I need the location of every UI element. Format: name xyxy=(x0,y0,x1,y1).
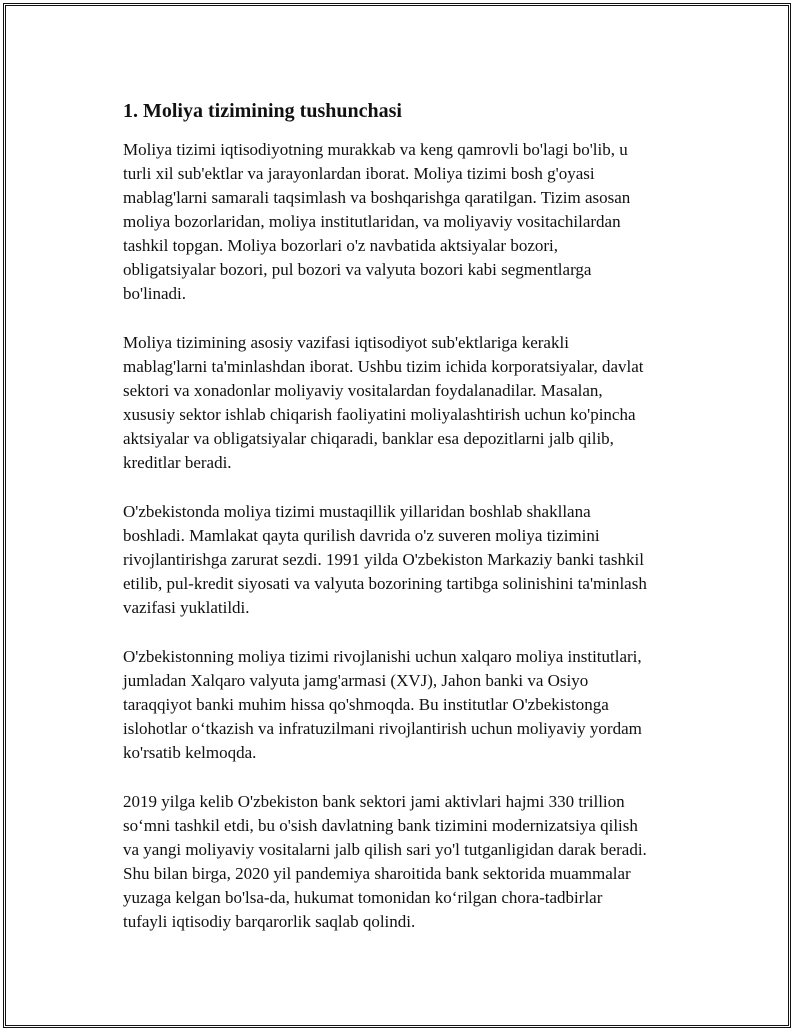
text-line: vazifasi yuklatildi. xyxy=(123,598,250,617)
text-line: Moliya tizimining asosiy vazifasi iqtisodiyot sub'ektlariga kerakli xyxy=(123,333,569,352)
paragraph-5 xyxy=(123,790,697,934)
text-line: xususiy sektor ishlab chiqarish faoliyatini moliyalashtirish uchun ko'pincha xyxy=(123,405,636,424)
paragraph-4 xyxy=(123,645,697,765)
text-line: mablag'larni samarali taqsimlash va boshqarishga qaratilgan. Tizim asosan xyxy=(123,188,631,207)
text-line: Shu bilan birga, 2020 yil pandemiya sharoitida bank sektorida muammalar xyxy=(123,864,631,883)
text-line: so‘mni tashkil etdi, bu o'sish davlatning bank tizimini modernizatsiya qilish xyxy=(123,816,638,835)
page-frame xyxy=(3,3,791,1028)
text-line: kreditlar beradi. xyxy=(123,453,232,472)
text-line: jumladan Xalqaro valyuta jamg'armasi (XVJ), Jahon banki va Osiyo xyxy=(123,671,589,690)
text-line: va yangi moliyaviy vositalarni jalb qilish sari yo'l tutganligidan darak beradi. xyxy=(123,840,647,859)
text-line: ko'rsatib kelmoqda. xyxy=(123,743,257,762)
text-line: boshladi. Mamlakat qayta qurilish davrida o'z suveren moliya tizimini xyxy=(123,526,600,545)
text-line: taraqqiyot banki muhim hissa qo'shmoqda. Bu institutlar O'zbekistonga xyxy=(123,695,609,714)
text-line: islohotlar o‘tkazish va infratuzilmani rivojlantirish uchun moliyaviy yordam xyxy=(123,719,642,738)
text-line: mablag'larni ta'minlashdan iborat. Ushbu tizim ichida korporatsiyalar, davlat xyxy=(123,357,644,376)
text-line: rivojlantirishga zarurat sezdi. 1991 yilda O'zbekiston Markaziy banki tashkil xyxy=(123,550,644,569)
text-line: 2019 yilga kelib O'zbekiston bank sektori jami aktivlari hajmi 330 trillion xyxy=(123,792,625,811)
text-line: tufayli iqtisodiy barqarorlik saqlab qolindi. xyxy=(123,912,416,931)
section-heading: 1. Moliya tizimining tushunchasi xyxy=(123,100,402,122)
text-line: O'zbekistonda moliya tizimi mustaqillik yillaridan boshlab shakllana xyxy=(123,502,591,521)
text-line: yuzaga kelgan bo'lsa-da, hukumat tomonidan ko‘rilgan chora-tadbirlar xyxy=(123,888,603,907)
text-line: bo'linadi. xyxy=(123,284,187,303)
paragraph-3 xyxy=(123,500,697,620)
text-line: turli xil sub'ektlar va jarayonlardan iborat. Moliya tizimi bosh g'oyasi xyxy=(123,164,595,183)
document-body xyxy=(123,98,697,959)
text-line: Moliya tizimi iqtisodiyotning murakkab va keng qamrovli bo'lagi bo'lib, u xyxy=(123,140,628,159)
paragraph-2 xyxy=(123,331,697,475)
text-line: sektori va xonadonlar moliyaviy vositalardan foydalanadilar. Masalan, xyxy=(123,381,603,400)
text-line: aktsiyalar va obligatsiyalar chiqaradi, banklar esa depozitlarni jalb qilib, xyxy=(123,429,614,448)
paragraph-1 xyxy=(123,138,697,306)
text-line: etilib, pul-kredit siyosati va valyuta bozorining tartibga solinishini ta'minlash xyxy=(123,574,647,593)
text-line: moliya bozorlaridan, moliya institutlaridan, va moliyaviy vositachilardan xyxy=(123,212,621,231)
text-line: obligatsiyalar bozori, pul bozori va valyuta bozori kabi segmentlarga xyxy=(123,260,592,279)
text-line: O'zbekistonning moliya tizimi rivojlanishi uchun xalqaro moliya institutlari, xyxy=(123,647,642,666)
text-line: tashkil topgan. Moliya bozorlari o'z navbatida aktsiyalar bozori, xyxy=(123,236,559,255)
